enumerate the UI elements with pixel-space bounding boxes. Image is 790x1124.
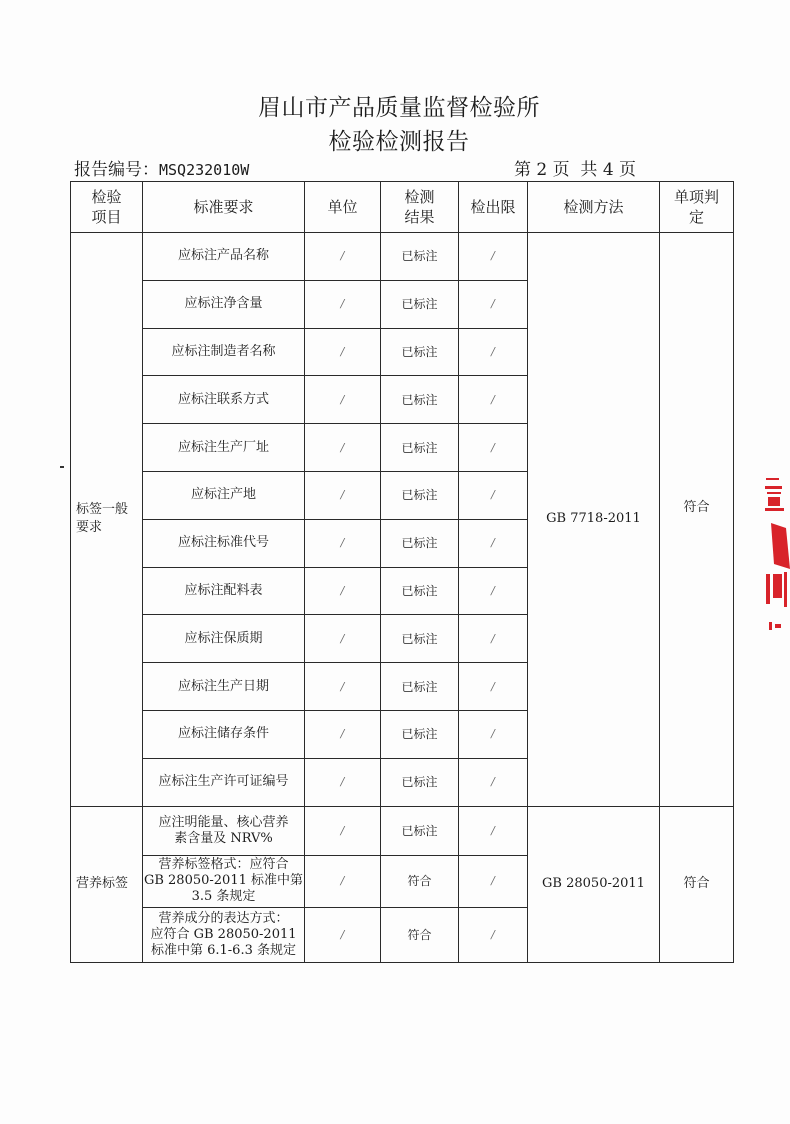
result-cell: 已标注 xyxy=(381,519,459,567)
requirement-cell: 应标注净含量 xyxy=(143,280,305,328)
result-cell: 已标注 xyxy=(381,233,459,281)
requirement-cell: 应注明能量、核心营养 素含量及 NRV% xyxy=(143,806,305,855)
detection-limit-cell: / xyxy=(459,424,528,472)
result-cell: 符合 xyxy=(381,907,459,962)
institute-name: 眉山市产品质量监督检验所 xyxy=(258,95,540,121)
report-number-label: 报告编号： xyxy=(74,160,159,180)
report-number-value: MSQ232010W xyxy=(159,161,250,179)
table-row xyxy=(71,233,734,281)
requirement-cell: 应标注生产许可证编号 xyxy=(143,758,305,806)
detection-limit-cell: / xyxy=(459,519,528,567)
requirement-cell: 应标注产品名称 xyxy=(143,233,305,281)
requirement-cell: 应标注标准代号 xyxy=(143,519,305,567)
requirement-cell: 应标注生产日期 xyxy=(143,663,305,711)
judgment-cell: 符合 xyxy=(660,233,734,807)
detection-limit-cell: / xyxy=(459,567,528,615)
result-cell: 已标注 xyxy=(381,710,459,758)
inspection-item-cell: 标签一般 要求 xyxy=(71,233,143,807)
detection-limit-cell: / xyxy=(459,907,528,962)
report-number xyxy=(74,159,249,181)
result-cell: 已标注 xyxy=(381,471,459,519)
table-header-row xyxy=(71,182,734,233)
scan-mark xyxy=(60,466,64,468)
table-body xyxy=(71,233,734,963)
result-cell: 符合 xyxy=(381,855,459,907)
unit-cell: / xyxy=(305,758,381,806)
requirement-cell: 应标注配料表 xyxy=(143,567,305,615)
header-unit: 单位 xyxy=(305,182,381,233)
result-cell: 已标注 xyxy=(381,376,459,424)
detection-limit-cell: / xyxy=(459,615,528,663)
requirement-cell: 应标注储存条件 xyxy=(143,710,305,758)
unit-cell: / xyxy=(305,233,381,281)
unit-cell: / xyxy=(305,907,381,962)
requirement-cell: 营养标签格式：应符合 GB 28050-2011 标准中第 3.5 条规定 xyxy=(143,855,305,907)
unit-cell: / xyxy=(305,806,381,855)
header-test-method: 检测方法 xyxy=(528,182,660,233)
test-method-cell: GB 7718-2011 xyxy=(528,233,660,807)
header-inspection-item: 检验 项目 xyxy=(71,182,143,233)
unit-cell: / xyxy=(305,855,381,907)
detection-limit-cell: / xyxy=(459,663,528,711)
judgment-cell: 符合 xyxy=(660,806,734,962)
inspection-table xyxy=(70,181,734,963)
header-requirement: 标准要求 xyxy=(143,182,305,233)
requirement-cell: 应标注保质期 xyxy=(143,615,305,663)
detection-limit-cell: / xyxy=(459,233,528,281)
result-cell: 已标注 xyxy=(381,567,459,615)
table-row xyxy=(71,806,734,855)
requirement-cell: 应标注产地 xyxy=(143,471,305,519)
result-cell: 已标注 xyxy=(381,328,459,376)
requirement-cell: 营养成分的表达方式： 应符合 GB 28050-2011 标准中第 6.1-6.3 条规定 xyxy=(143,907,305,962)
unit-cell: / xyxy=(305,615,381,663)
result-cell: 已标注 xyxy=(381,615,459,663)
header-judgment: 单项判 定 xyxy=(660,182,734,233)
unit-cell: / xyxy=(305,280,381,328)
requirement-cell: 应标注联系方式 xyxy=(143,376,305,424)
result-cell: 已标注 xyxy=(381,663,459,711)
requirement-cell: 应标注生产厂址 xyxy=(143,424,305,472)
unit-cell: / xyxy=(305,519,381,567)
unit-cell: / xyxy=(305,328,381,376)
unit-cell: / xyxy=(305,663,381,711)
test-method-cell: GB 28050-2011 xyxy=(528,806,660,962)
header-result: 检测 结果 xyxy=(381,182,459,233)
detection-limit-cell: / xyxy=(459,376,528,424)
inspection-item-cell: 营养标签 xyxy=(71,806,143,962)
report-title: 检验检测报告 xyxy=(328,129,470,155)
header-detection-limit: 检出限 xyxy=(459,182,528,233)
page-indicator: 第 2 页 共 4 页 xyxy=(514,160,637,180)
detection-limit-cell: / xyxy=(459,328,528,376)
detection-limit-cell: / xyxy=(459,710,528,758)
result-cell: 已标注 xyxy=(381,424,459,472)
unit-cell: / xyxy=(305,424,381,472)
detection-limit-cell: / xyxy=(459,471,528,519)
requirement-cell: 应标注制造者名称 xyxy=(143,328,305,376)
detection-limit-cell: / xyxy=(459,806,528,855)
result-cell: 已标注 xyxy=(381,758,459,806)
result-cell: 已标注 xyxy=(381,806,459,855)
unit-cell: / xyxy=(305,471,381,519)
unit-cell: / xyxy=(305,376,381,424)
result-cell: 已标注 xyxy=(381,280,459,328)
unit-cell: / xyxy=(305,567,381,615)
unit-cell: / xyxy=(305,710,381,758)
detection-limit-cell: / xyxy=(459,280,528,328)
red-seal-fragment xyxy=(760,476,790,638)
detection-limit-cell: / xyxy=(459,855,528,907)
detection-limit-cell: / xyxy=(459,758,528,806)
